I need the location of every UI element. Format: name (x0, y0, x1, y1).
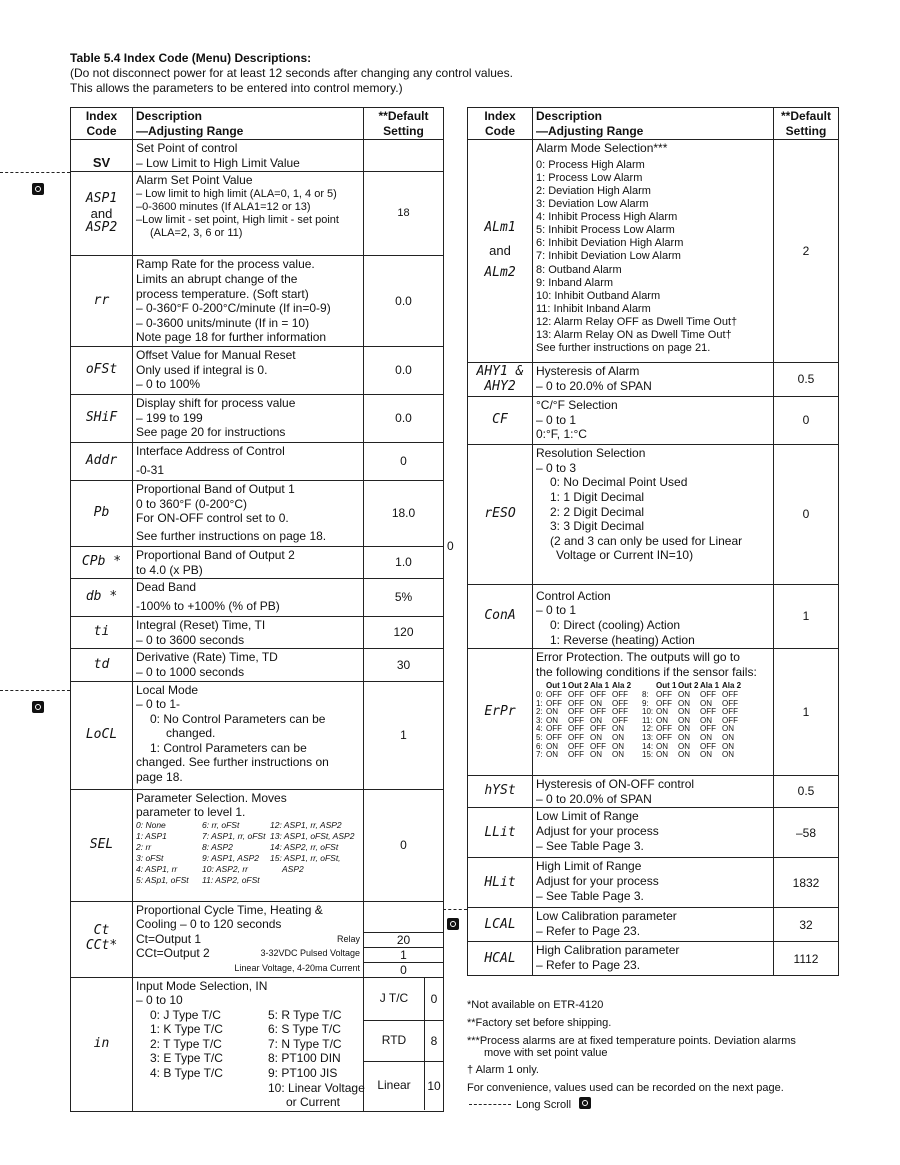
legend-long-scroll-label: Long Scroll (516, 1099, 572, 1111)
index-code: rr (71, 256, 133, 347)
index-code: Addr (71, 442, 133, 480)
default-setting: 0.5 (774, 363, 839, 397)
default-setting: 0 (364, 789, 444, 901)
column-header-index: Index Code (71, 108, 133, 140)
table-row-ti (71, 617, 444, 649)
default-setting: 18 (364, 172, 444, 256)
index-code: CF (468, 397, 533, 445)
description: High Limit of Range Adjust for your process – See Table Page 3. (533, 858, 774, 908)
table-row-hlit (468, 858, 839, 908)
table-row-addr (71, 442, 444, 480)
index-code: oFSt (71, 346, 133, 394)
footnote-process-alarms: ***Process alarms are at fixed temperature points. Deviation alarms (467, 1035, 796, 1047)
default-setting: 30 (364, 649, 444, 681)
default-setting: 2 (774, 140, 839, 363)
index-code: db * (71, 579, 133, 617)
warning-line-1: (Do not disconnect power for at least 12 seconds after changing any control values. (70, 66, 513, 80)
default-setting: 0.0 (364, 394, 444, 442)
column-header-description: Description —Adjusting Range (133, 108, 364, 140)
description: Ramp Rate for the process value. Limits an abrupt change of the process temperature. (Soft start) – 0-360°F 0-200°C/minute (If in=0-9) – 0-3600 units/minute (If in = 10) Note page 18 for further information (133, 256, 364, 347)
input-default-subtable: J T/C 0 RTD 8 Linear 10 (364, 977, 444, 1111)
default-setting: 120 (364, 617, 444, 649)
long-scroll-icon (447, 918, 459, 930)
description: Derivative (Rate) Time, TD – 0 to 1000 seconds (133, 649, 364, 681)
table-row-llit (468, 808, 839, 858)
table-row-hcal (468, 942, 839, 976)
right-parameter-table (467, 107, 839, 976)
table-row-pb (71, 480, 444, 546)
index-code: Pb (71, 480, 133, 546)
index-code: LCAL (468, 908, 533, 942)
index-code: CPb * (71, 546, 133, 578)
description: Hysteresis of ON-OFF control – 0 to 20.0% of SPAN (533, 776, 774, 808)
table-row-ofst (71, 346, 444, 394)
table-row-sv (71, 140, 444, 172)
index-code: HLit (468, 858, 533, 908)
table-row-erpr (468, 649, 839, 776)
description: High Calibration parameter – Refer to Page 23. (533, 942, 774, 976)
default-setting: 32 (774, 908, 839, 942)
default-setting (364, 140, 444, 172)
table-row-in (71, 977, 444, 1111)
default-setting: 1112 (774, 942, 839, 976)
default-setting: 1 (364, 681, 444, 789)
column-header-description: Description —Adjusting Range (533, 108, 774, 140)
description: Alarm Set Point Value – Low limit to high limit (ALA=0, 1, 4 or 5) –0-3600 minutes (If ALA1=12 or 13) –Low limit - set point, High limit - set point (ALA=2, 3, 6 or 11) (133, 172, 364, 256)
footnote-not-available: *Not available on ETR-4120 (467, 999, 604, 1011)
table-row-hyst (468, 776, 839, 808)
table-row-sel (71, 789, 444, 901)
index-code: ti (71, 617, 133, 649)
description: Low Limit of Range Adjust for your process – See Table Page 3. (533, 808, 774, 858)
stray-character: 0 (447, 538, 454, 553)
default-setting: 0.0 (364, 256, 444, 347)
index-code: SEL (71, 789, 133, 901)
description: Proportional Cycle Time, Heating & Cooling – 0 to 120 seconds Ct=Output 1 Relay CCt=Output 2 3-32VDC Pulsed Voltage Linear Voltage, 4-20ma Current (133, 901, 364, 977)
index-code: AHY1 & AHY2 (468, 363, 533, 397)
warning-line-2: This allows the parameters to be entered into control memory.) (70, 81, 403, 95)
index-code: td (71, 649, 133, 681)
table-row-ahy (468, 363, 839, 397)
description: Display shift for process value – 199 to 199 See page 20 for instructions (133, 394, 364, 442)
table-row-alm (468, 140, 839, 363)
table-title: Table 5.4 Index Code (Menu) Descriptions: (70, 51, 312, 65)
default-setting: 0.0 (364, 346, 444, 394)
index-code: rESO (468, 445, 533, 585)
description: Set Point of control – Low Limit to High Limit Value (133, 140, 364, 172)
table-row-cf (468, 397, 839, 445)
description: °C/°F Selection – 0 to 1 0:°F, 1:°C (533, 397, 774, 445)
description: Local Mode – 0 to 1- 0: No Control Parameters can be changed. 1: Control Parameters can be changed. See further instructions on page 18. (133, 681, 364, 789)
table-row-locl (71, 681, 444, 789)
index-code: LLit (468, 808, 533, 858)
table-row-db (71, 579, 444, 617)
description: Error Protection. The outputs will go to the following conditions if the sensor fails: Out 1 Out 2 Ala 1 Ala 2 Out 1 Out 2 Ala 1 Ala 2 0: OFF OFF OFF OFF 8: OFF ON OFF OFF 1: OFF OFF ON OFF 9: OFF ON ON OFF 2: ON OFF OFF OFF 10: ON ON OFF OFF 3: ON OFF ON OFF 11: ON ON ON OFF 4: OFF OFF OFF ON 12: OFF ON OFF ON 5: OFF OFF ON ON 13: OFF ON ON ON 6: ON OFF OFF ON 14: ON ON OFF ON 7: ON OFF ON ON 15: ON ON ON ON (533, 649, 774, 776)
long-scroll-icon (32, 701, 44, 713)
description: Proportional Band of Output 1 0 to 360°F (0-200°C) For ON-OFF control set to 0. See further instructions on page 18. (133, 480, 364, 546)
description: Low Calibration parameter – Refer to Page 23. (533, 908, 774, 942)
default-setting: 1.0 0 (364, 546, 444, 578)
table-row-td (71, 649, 444, 681)
long-scroll-dash-line (0, 690, 70, 691)
default-setting: 0 (774, 445, 839, 585)
description: Resolution Selection – 0 to 3 0: No Decimal Point Used 1: 1 Digit Decimal 2: 2 Digit Decimal 3: 3 Digit Decimal (2 and 3 can only be used for Linear Voltage or Current IN=10) (533, 445, 774, 585)
default-setting: 0 (364, 442, 444, 480)
default-setting: 0.5 (774, 776, 839, 808)
column-header-default: **Default Setting (364, 108, 444, 140)
legend-dash-line (469, 1104, 511, 1105)
description: Parameter Selection. Moves parameter to level 1. 0: None 6: rr, oFSt 12: ASP1, rr, ASP2 1: ASP1 7: ASP1, rr, oFSt 13: ASP1, oFSt, ASP2 2: rr 8: ASP2 14: ASP2, rr, oFSt 3: oFSt 9: ASP1, ASP2 15: ASP1, rr, oFSt, 4: ASP1, rr 10: ASP2, rr ASP2 5: ASp1, oFSt 11: ASP2, oFSt (133, 789, 364, 901)
input-mode-options: 0: J Type T/C 5: R Type T/C 1: K Type T/C 6: S Type T/C 2: T Type T/C 7: N Type T/C 3: E Type T/C 8: PT100 DIN 4: B Type T/C 9: PT100 JIS 10: Linear Voltage or Current (150, 1007, 365, 1110)
description: Alarm Mode Selection*** 0: Process High Alarm 1: Process Low Alarm 2: Deviation High Alarm 3: Deviation Low Alarm 4: Inhibit Process High Alarm 5: Inhibit Process Low Alarm 6: Inhibit Deviation High Alarm 7: Inhibit Deviation Low Alarm 8: Outband Alarm 9: Inband Alarm 10: Inhibit Outband Alarm 11: Inhibit Inband Alarm 12: Alarm Relay OFF as Dwell Time Out† 13: Alarm Relay ON as Dwell Time Out† See further instructions on page 21. (533, 140, 774, 363)
description: Proportional Band of Output 2 to 4.0 (x PB) (133, 546, 364, 578)
index-code: LoCL (71, 681, 133, 789)
default-setting: 0 (774, 397, 839, 445)
index-code: SV (71, 140, 133, 172)
parameter-selection-options: 0: None 6: rr, oFSt 12: ASP1, rr, ASP2 1: ASP1 7: ASP1, rr, oFSt 13: ASP1, oFSt, ASP2 2: rr 8: ASP2 14: ASP2, rr, oFSt 3: oFSt 9: ASP1, ASP2 15: ASP1, rr, oFSt, 4: ASP1, rr 10: ASP2, rr ASP2 5: ASp1, oFSt 11: ASP2, oFSt (136, 819, 355, 885)
description: Hysteresis of Alarm – 0 to 20.0% of SPAN (533, 363, 774, 397)
left-parameter-table (70, 107, 454, 1112)
long-scroll-icon (579, 1097, 591, 1109)
table-row-asp (71, 172, 444, 256)
index-code: SHiF (71, 394, 133, 442)
table-row-shif (71, 394, 444, 442)
default-setting: 1 (774, 585, 839, 649)
index-code: Ct CCt* (71, 901, 133, 977)
index-code: in (71, 977, 133, 1111)
alarm-mode-options: 0: Process High Alarm 1: Process Low Alarm 2: Deviation High Alarm 3: Deviation Low Alarm 4: Inhibit Process High Alarm 5: Inhibit Process Low Alarm 6: Inhibit Deviation High Alarm 7: Inhibit Deviation Low Alarm 8: Outband Alarm 9: Inband Alarm 10: Inhibit Outband Alarm 11: Inhibit Inband Alarm 12: Alarm Relay OFF as Dwell Time Out† 13: Alarm Relay ON as Dwell Time Out† See further instructions on page 21. (536, 158, 738, 355)
index-code: hYSt (468, 776, 533, 808)
description: Input Mode Selection, IN – 0 to 10 0: J Type T/C 5: R Type T/C 1: K Type T/C 6: S Type T/C 2: T Type T/C 7: N Type T/C 3: E Type T/C 8: PT100 DIN 4: B Type T/C 9: PT100 JIS 10: Linear Voltage or Current (133, 977, 364, 1111)
default-setting: 1832 (774, 858, 839, 908)
description: Control Action – 0 to 1 0: Direct (cooling) Action 1: Reverse (heating) Action (533, 585, 774, 649)
index-code: ErPr (468, 649, 533, 776)
index-code: ConA (468, 585, 533, 649)
table-row-cpb (71, 546, 444, 578)
table-row-ct (71, 901, 444, 977)
footnote-alarm1-only: † Alarm 1 only. (467, 1064, 539, 1076)
long-scroll-icon (32, 183, 44, 195)
footnote-factory-set: **Factory set before shipping. (467, 1017, 612, 1029)
default-setting: 5% (364, 579, 444, 617)
column-header-default: **Default Setting (774, 108, 839, 140)
table-row-cona (468, 585, 839, 649)
table-row-reso (468, 445, 839, 585)
default-setting: –58 (774, 808, 839, 858)
default-setting: 1 (774, 649, 839, 776)
index-code: HCAL (468, 942, 533, 976)
long-scroll-dash-line (443, 909, 467, 910)
table-row-lcal (468, 908, 839, 942)
table-header (70, 51, 670, 96)
column-header-index: Index Code (468, 108, 533, 140)
default-setting: 18.0 (364, 480, 444, 546)
description: Integral (Reset) Time, TI – 0 to 3600 seconds (133, 617, 364, 649)
description: Dead Band -100% to +100% (% of PB) (133, 579, 364, 617)
table-row-rr (71, 256, 444, 347)
footnote-process-alarms-cont: move with set point value (484, 1047, 608, 1059)
index-code: ASP1 and ASP2 (71, 172, 133, 256)
long-scroll-dash-line (0, 172, 70, 173)
index-code: ALm1 and ALm2 (468, 140, 533, 363)
footnote-convenience: For convenience, values used can be recorded on the next page. (467, 1082, 784, 1094)
description: Interface Address of Control -0-31 (133, 442, 364, 480)
description: Offset Value for Manual Reset Only used if integral is 0. – 0 to 100% (133, 346, 364, 394)
error-protection-grid: Out 1 Out 2 Ala 1 Ala 2 Out 1 Out 2 Ala 1 Ala 2 0: OFF OFF OFF OFF 8: OFF ON OFF OFF 1: OFF OFF ON OFF 9: OFF ON ON OFF 2: ON OFF OFF OFF 10: ON ON OFF OFF 3: ON OFF ON OFF 11: ON ON ON OFF 4: OFF OFF OFF ON 12: OFF ON OFF ON 5: OFF OFF ON ON 13: OFF ON ON ON 6: ON OFF OFF ON 14: ON ON OFF ON 7: ON OFF ON ON 15: ON ON ON ON (536, 681, 742, 760)
default-setting: 20 1 0 (364, 901, 444, 977)
